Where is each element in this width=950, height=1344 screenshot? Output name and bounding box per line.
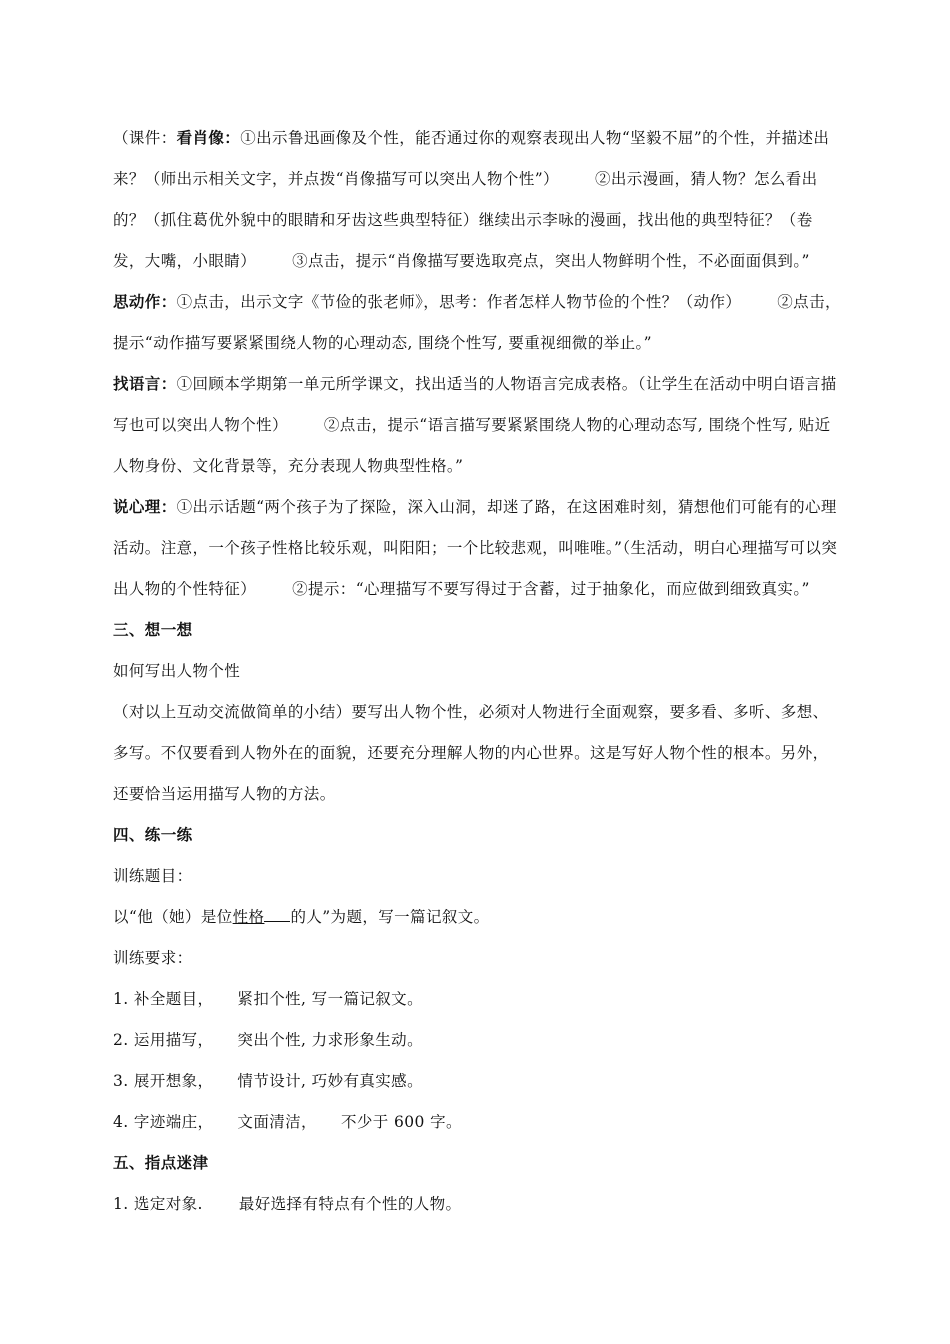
zhao-text-1: ①回顾本学期第一单元所学课文，找出适当的人物语言完成表格。（让学生在活动中明白语言描写也可以突出人物个性） [113,375,837,434]
topic-underline [264,920,290,922]
document-body [113,118,843,1225]
req-2-b: 突出个性, 力求形象生动。 [237,1031,423,1049]
training-req-4 [113,1102,843,1143]
kan-text-1: ①出示鲁迅画像及个性，能否通过你的观察表现出人物“坚毅不屈”的个性，并描述出来？（师出示相关文字，并点拨“肖像描写可以突出人物个性”） [113,129,830,188]
item-1-label: 1. 选定对象. [113,1195,203,1213]
label-shuo-xinli: 说心理： [113,498,177,516]
req-3-b: 情节设计, 巧妙有真实感。 [237,1072,423,1090]
kan-text-3: ③点击，提示“肖像描写要选取亮点，突出人物鲜明个性，不必面面俱到。” [292,252,810,270]
paragraph-kan-xiaoxiang [113,118,843,282]
req-4-b: 文面清洁， [237,1113,317,1131]
training-topic-label: 训练题目： [113,867,193,885]
training-req-1 [113,979,843,1020]
training-req-3 [113,1061,843,1102]
paragraph-shuo-xinli [113,487,843,610]
kan-text-2: ②出示漫画，猜人物？怎么看出的？（抓住葛优外貌中的眼睛和牙齿这些典型特征）继续出示李咏的漫画，找出他的典型特征？（卷发，大嘴，小眼睛） [113,170,818,270]
req-4-c: 不少于 600 字。 [340,1113,462,1131]
req-2-a: 2. 运用描写， [113,1031,214,1049]
req-3-a: 3. 展开想象， [113,1072,214,1090]
si-text-1: ①点击，出示文字《节俭的张老师》，思考：作者怎样人物节俭的个性？（动作） [176,293,742,311]
shuo-text-1: ①出示话题“两个孩子为了探险，深入山洞，却迷了路，在这困难时刻，猜想他们可能有的心理活动。注意，一个孩子性格比较乐观，叫阳阳；一个比较悲观，叫唯唯。”（生活动，明白心理描写可以突出人物的个性特征） [113,498,838,598]
label-si-dongzuo: 思动作： [113,293,177,311]
req-1-b: 紧扣个性, 写一篇记叙文。 [237,990,423,1008]
section-5-item-1 [113,1184,843,1225]
req-1-a: 1. 补全题目， [113,990,214,1008]
zhao-text-2: ②点击，提示“语言描写要紧紧围绕人物的心理动态写, 围绕个性写, 贴近人物身份、文化背景等，充分表现人物典型性格。” [113,416,831,475]
paragraph-si-dongzuo [113,282,843,364]
si-text-2: ②点击，提示“动作描写要紧紧围绕人物的心理动态, 围绕个性写, 要重视细微的举止。” [113,293,841,352]
topic-prefix: 以“他（她）是位 [113,908,233,926]
shuo-text-2: ②提示：“心理描写不要写得过于含蓄，过于抽象化，而应做到细致真实。” [292,580,810,598]
label-kan-xiaoxiang: 看肖像： [176,129,241,147]
topic-fill-blank: 性格 [232,908,265,926]
training-req-2 [113,1020,843,1061]
training-req-label: 训练要求： [113,949,193,967]
topic-suffix: 的人”为题，写一篇记叙文。 [290,908,490,926]
section-4-heading: 四、练一练 [113,826,193,844]
paragraph-zhao-yuyan [113,364,843,487]
section-5-heading: 五、指点迷津 [113,1154,209,1172]
paren-open: （课件： [113,129,177,147]
section-3-subtitle: 如何写出人物个性 [113,662,241,680]
section-3-body: （对以上互动交流做简单的小结）要写出人物个性，必须对人物进行全面观察，要多看、多听、多想、多写。不仅要看到人物外在的面貌，还要充分理解人物的内心世界。这是写好人物个性的根本。另外，还要恰当运用描写人物的方法。 [113,703,829,803]
section-3-heading: 三、想一想 [113,621,193,639]
req-4-a: 4. 字迹端庄， [113,1113,214,1131]
label-zhao-yuyan: 找语言： [113,375,177,393]
training-topic [113,897,843,938]
item-1-text: 最好选择有特点有个性的人物。 [238,1195,462,1213]
